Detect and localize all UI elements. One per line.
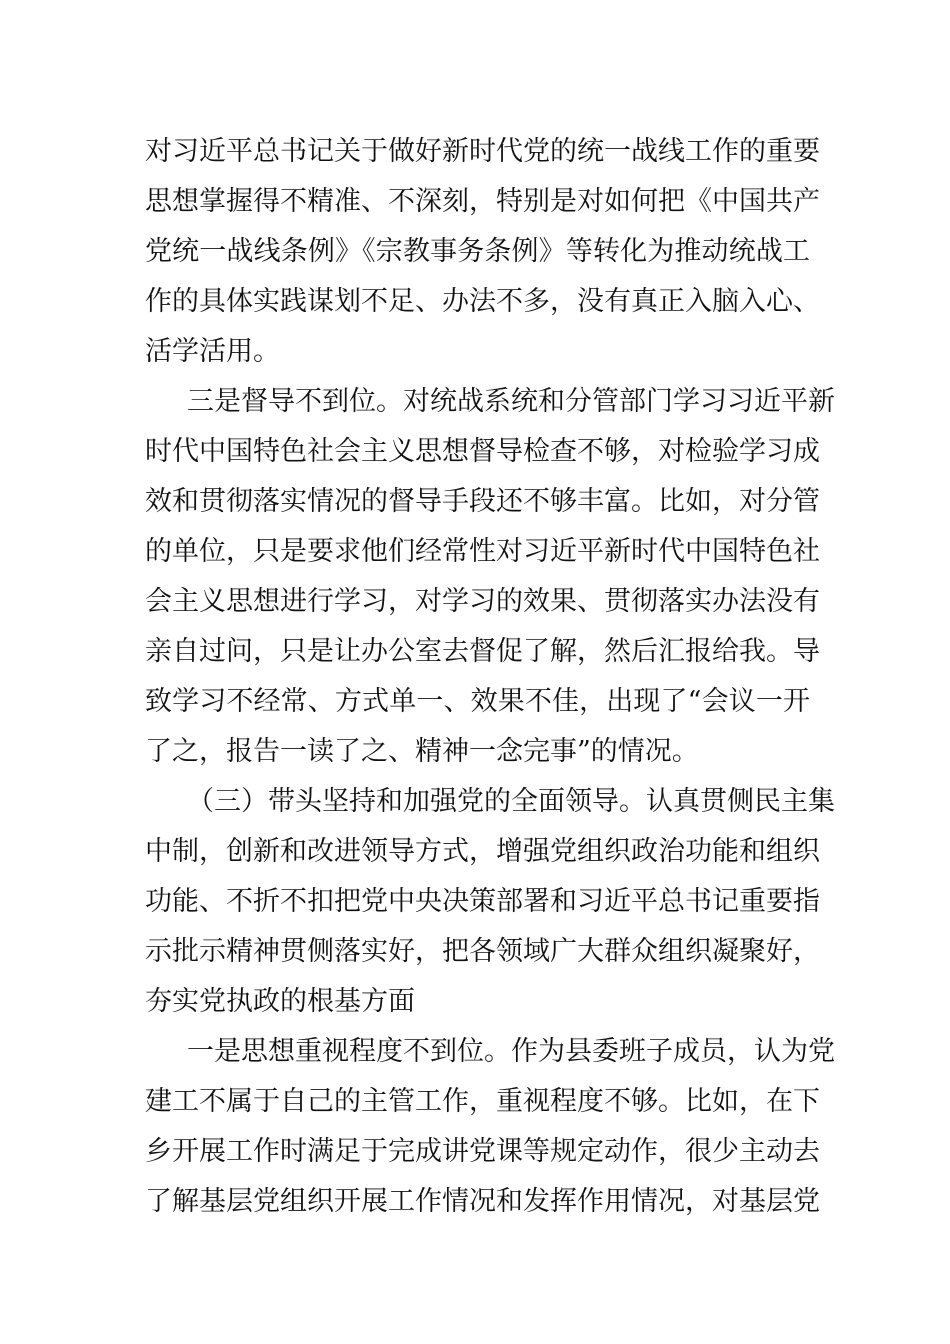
text-line: 建工不属于自己的主管工作，重视程度不够。比如，在下 [145, 1086, 820, 1117]
text-line: 作的具体实践谋划不足、办法不多，没有真正入脑入心、 [145, 286, 820, 317]
text-line: 思想掌握得不精准、不深刻，特别是对如何把《中国共产 [145, 186, 820, 217]
text-line: 三是督导不到位。对统战系统和分管部门学习习近平新 [187, 386, 835, 417]
paragraph [145, 777, 835, 1027]
text-line: 功能、不折不扣把党中央决策部署和习近平总书记重要指 [145, 886, 820, 917]
text-line: 亲自过问，只是让办公室去督促了解，然后汇报给我。导 [145, 636, 820, 667]
paragraph [145, 1027, 835, 1227]
document-body [145, 127, 835, 1227]
text-line: 党统一战线条例》《宗教事务条例》等转化为推动统战工 [145, 236, 810, 267]
paragraph [145, 127, 820, 377]
paragraph [145, 377, 835, 777]
text-line: 效和贯彻落实情况的督导手段还不够丰富。比如，对分管 [145, 486, 820, 517]
text-line: 了解基层党组织开展工作情况和发挥作用情况，对基层党 [145, 1186, 820, 1217]
text-line: 中制，创新和改进领导方式，增强党组织政治功能和组织 [145, 836, 820, 867]
text-line: 的单位，只是要求他们经常性对习近平新时代中国特色社 [145, 536, 820, 567]
text-line: 一是思想重视程度不到位。作为县委班子成员，认为党 [187, 1036, 835, 1067]
text-line: 示批示精神贯侧落实好，把各领域广大群众组织凝聚好， [145, 936, 820, 967]
text-line: 活学活用。 [145, 336, 280, 367]
text-line: 夯实党执政的根基方面 [145, 986, 415, 1017]
text-line: 乡开展工作时满足于完成讲党课等规定动作，很少主动去 [145, 1136, 820, 1167]
text-line: 致学习不经常、方式单一、效果不佳，出现了“会议一开 [145, 686, 810, 717]
text-line: （三）带头坚持和加强党的全面领导。认真贯侧民主集 [187, 786, 835, 817]
text-line: 了之，报告一读了之、精神一念完事”的情况。 [145, 736, 699, 767]
text-line: 会主义思想进行学习，对学习的效果、贯彻落实办法没有 [145, 586, 820, 617]
text-line: 时代中国特色社会主义思想督导检查不够，对检验学习成 [145, 436, 820, 467]
text-line: 对习近平总书记关于做好新时代党的统一战线工作的重要 [145, 136, 820, 167]
